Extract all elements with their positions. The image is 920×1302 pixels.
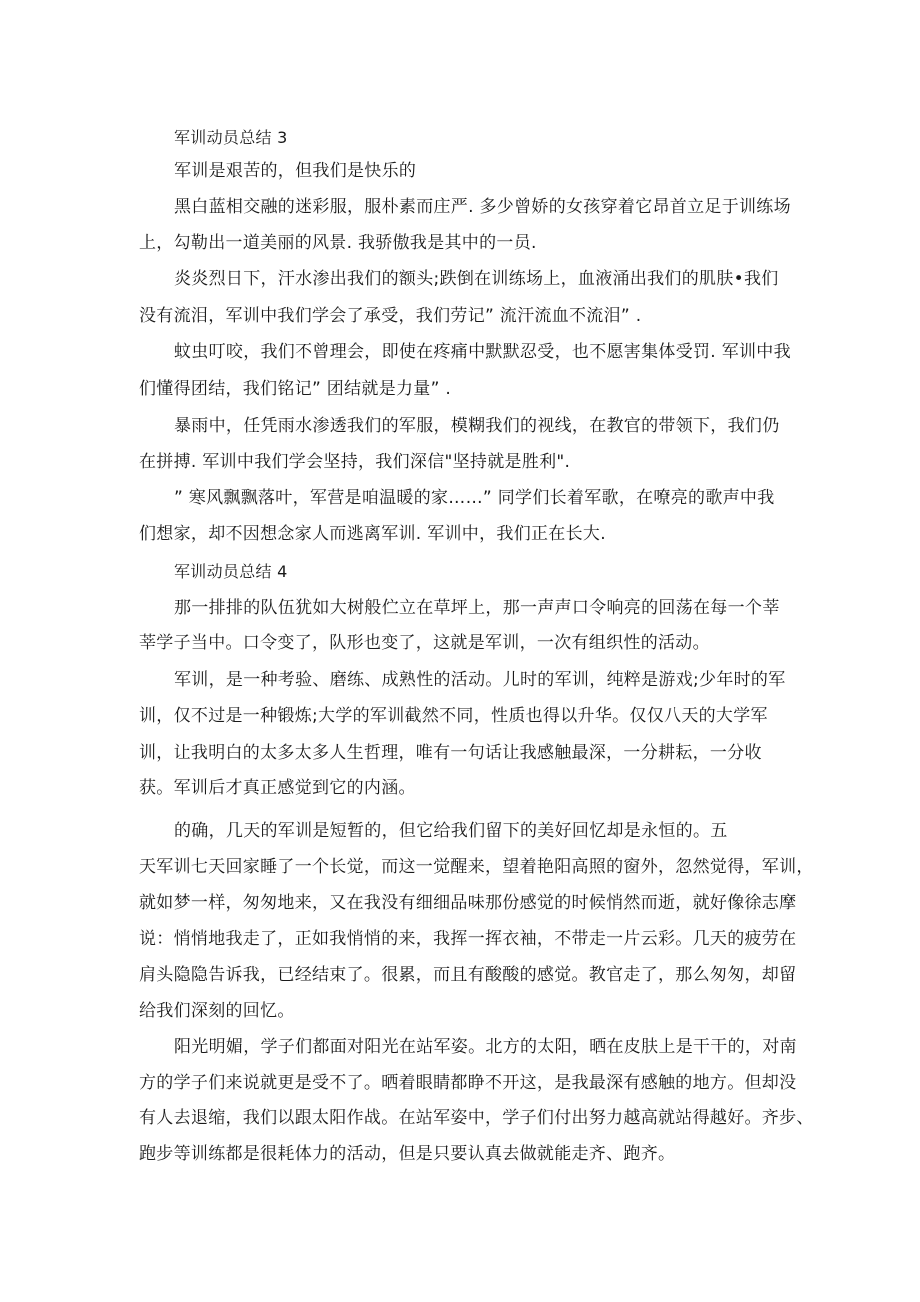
paragraph-line: 蚊虫叮咬，我们不曾理会，即使在疼痛中默默忍受，也不愿害集体受罚. 军训中我 [174, 342, 791, 362]
paragraph-line: ” 寒风飘飘落叶，军营是咱温暖的家……” 同学们长着军歌，在嘹亮的歌声中我 [174, 488, 775, 508]
paragraph-line: 在拼搏. 军训中我们学会坚持，我们深信"坚持就是胜利". [139, 452, 571, 472]
paragraph-line: 们懂得团结，我们铭记” 团结就是力量” . [139, 379, 452, 399]
paragraph-line: 黑白蓝相交融的迷彩服，服朴素而庄严. 多少曾娇的女孩穿着它昂首立足于训练场 [174, 197, 791, 217]
paragraph-line: 说：悄悄地我走了，正如我悄悄的来，我挥一挥衣袖，不带走一片云彩。几天的疲劳在 [139, 929, 797, 949]
paragraph-line: 跑步等训练都是很耗体力的活动，但是只要认真去做就能走齐、跑齐。 [139, 1144, 676, 1164]
paragraph-line: 天军训七天回家睡了一个长觉，而这一觉醒来，望着艳阳高照的窗外，忽然觉得，军训， [139, 857, 814, 877]
paragraph-line: 训，让我明白的太多太多人生哲理，唯有一句话让我感触最深，一分耕耘，一分收 [139, 743, 762, 763]
section-3-subtitle: 军训是艰苦的，但我们是快乐的 [174, 161, 417, 181]
section-4-title: 军训动员总结 4 [174, 562, 288, 581]
paragraph-line: 没有流泪，军训中我们学会了承受，我们劳记” 流汗流血不流泪” . [139, 306, 642, 326]
paragraph-line: 莘学子当中。口令变了，队形也变了，这就是军训，一次有组织性的活动。 [139, 633, 710, 653]
paragraph-line: 军训，是一种考验、磨练、成熟性的活动。儿时的军训，纯粹是游戏;少年时的军 [174, 670, 786, 690]
paragraph-line: 阳光明媚，学子们都面对阳光在站军姿。北方的太阳，晒在皮肤上是干干的，对南 [174, 1037, 797, 1057]
paragraph-line: 有人去退缩，我们以跟太阳作战。在站军姿中，学子们付出努力越高就站得越好。齐步、 [139, 1108, 814, 1128]
paragraph-line: 暴雨中，任凭雨水渗透我们的军服，模糊我们的视线，在教官的带领下，我们仍 [174, 416, 780, 436]
paragraph-line: 那一排排的队伍犹如大树般伫立在草坪上，那一声声口令响亮的回荡在每一个莘 [174, 598, 780, 618]
paragraph-line: 方的学子们来说就更是受不了。晒着眼睛都睁不开这，是我最深有感触的地方。但却没 [139, 1073, 797, 1093]
paragraph-line: 给我们深刻的回忆。 [139, 1001, 295, 1021]
paragraph-line: 炎炎烈日下，汗水渗出我们的额头;跌倒在训练场上，血液涌出我们的肌肤•我们 [174, 269, 779, 289]
paragraph-line: 肩头隐隐告诉我，已经结束了。很累，而且有酸酸的感觉。教官走了，那么匆匆，却留 [139, 965, 797, 985]
paragraph-line: 获。军训后才真正感觉到它的内涵。 [139, 778, 416, 798]
paragraph-line: 就如梦一样，匆匆地来，又在我没有细细品味那份感觉的时候悄然而逝，就好像徐志摩 [139, 893, 797, 913]
paragraph-line: 上，勾勒出一道美丽的风景. 我骄傲我是其中的一员. [139, 233, 537, 253]
paragraph-line: 训，仅不过是一种锻炼;大学的军训截然不同，性质也得以升华。仅仅八天的大学军 [139, 706, 768, 726]
section-3-title: 军训动员总结 3 [174, 128, 288, 147]
paragraph-line: 们想家，却不因想念家人而逃离军训. 军训中，我们正在长大. [139, 524, 606, 544]
paragraph-line: 的确，几天的军训是短暂的，但它给我们留下的美好回忆却是永恒的。五 [174, 821, 728, 841]
